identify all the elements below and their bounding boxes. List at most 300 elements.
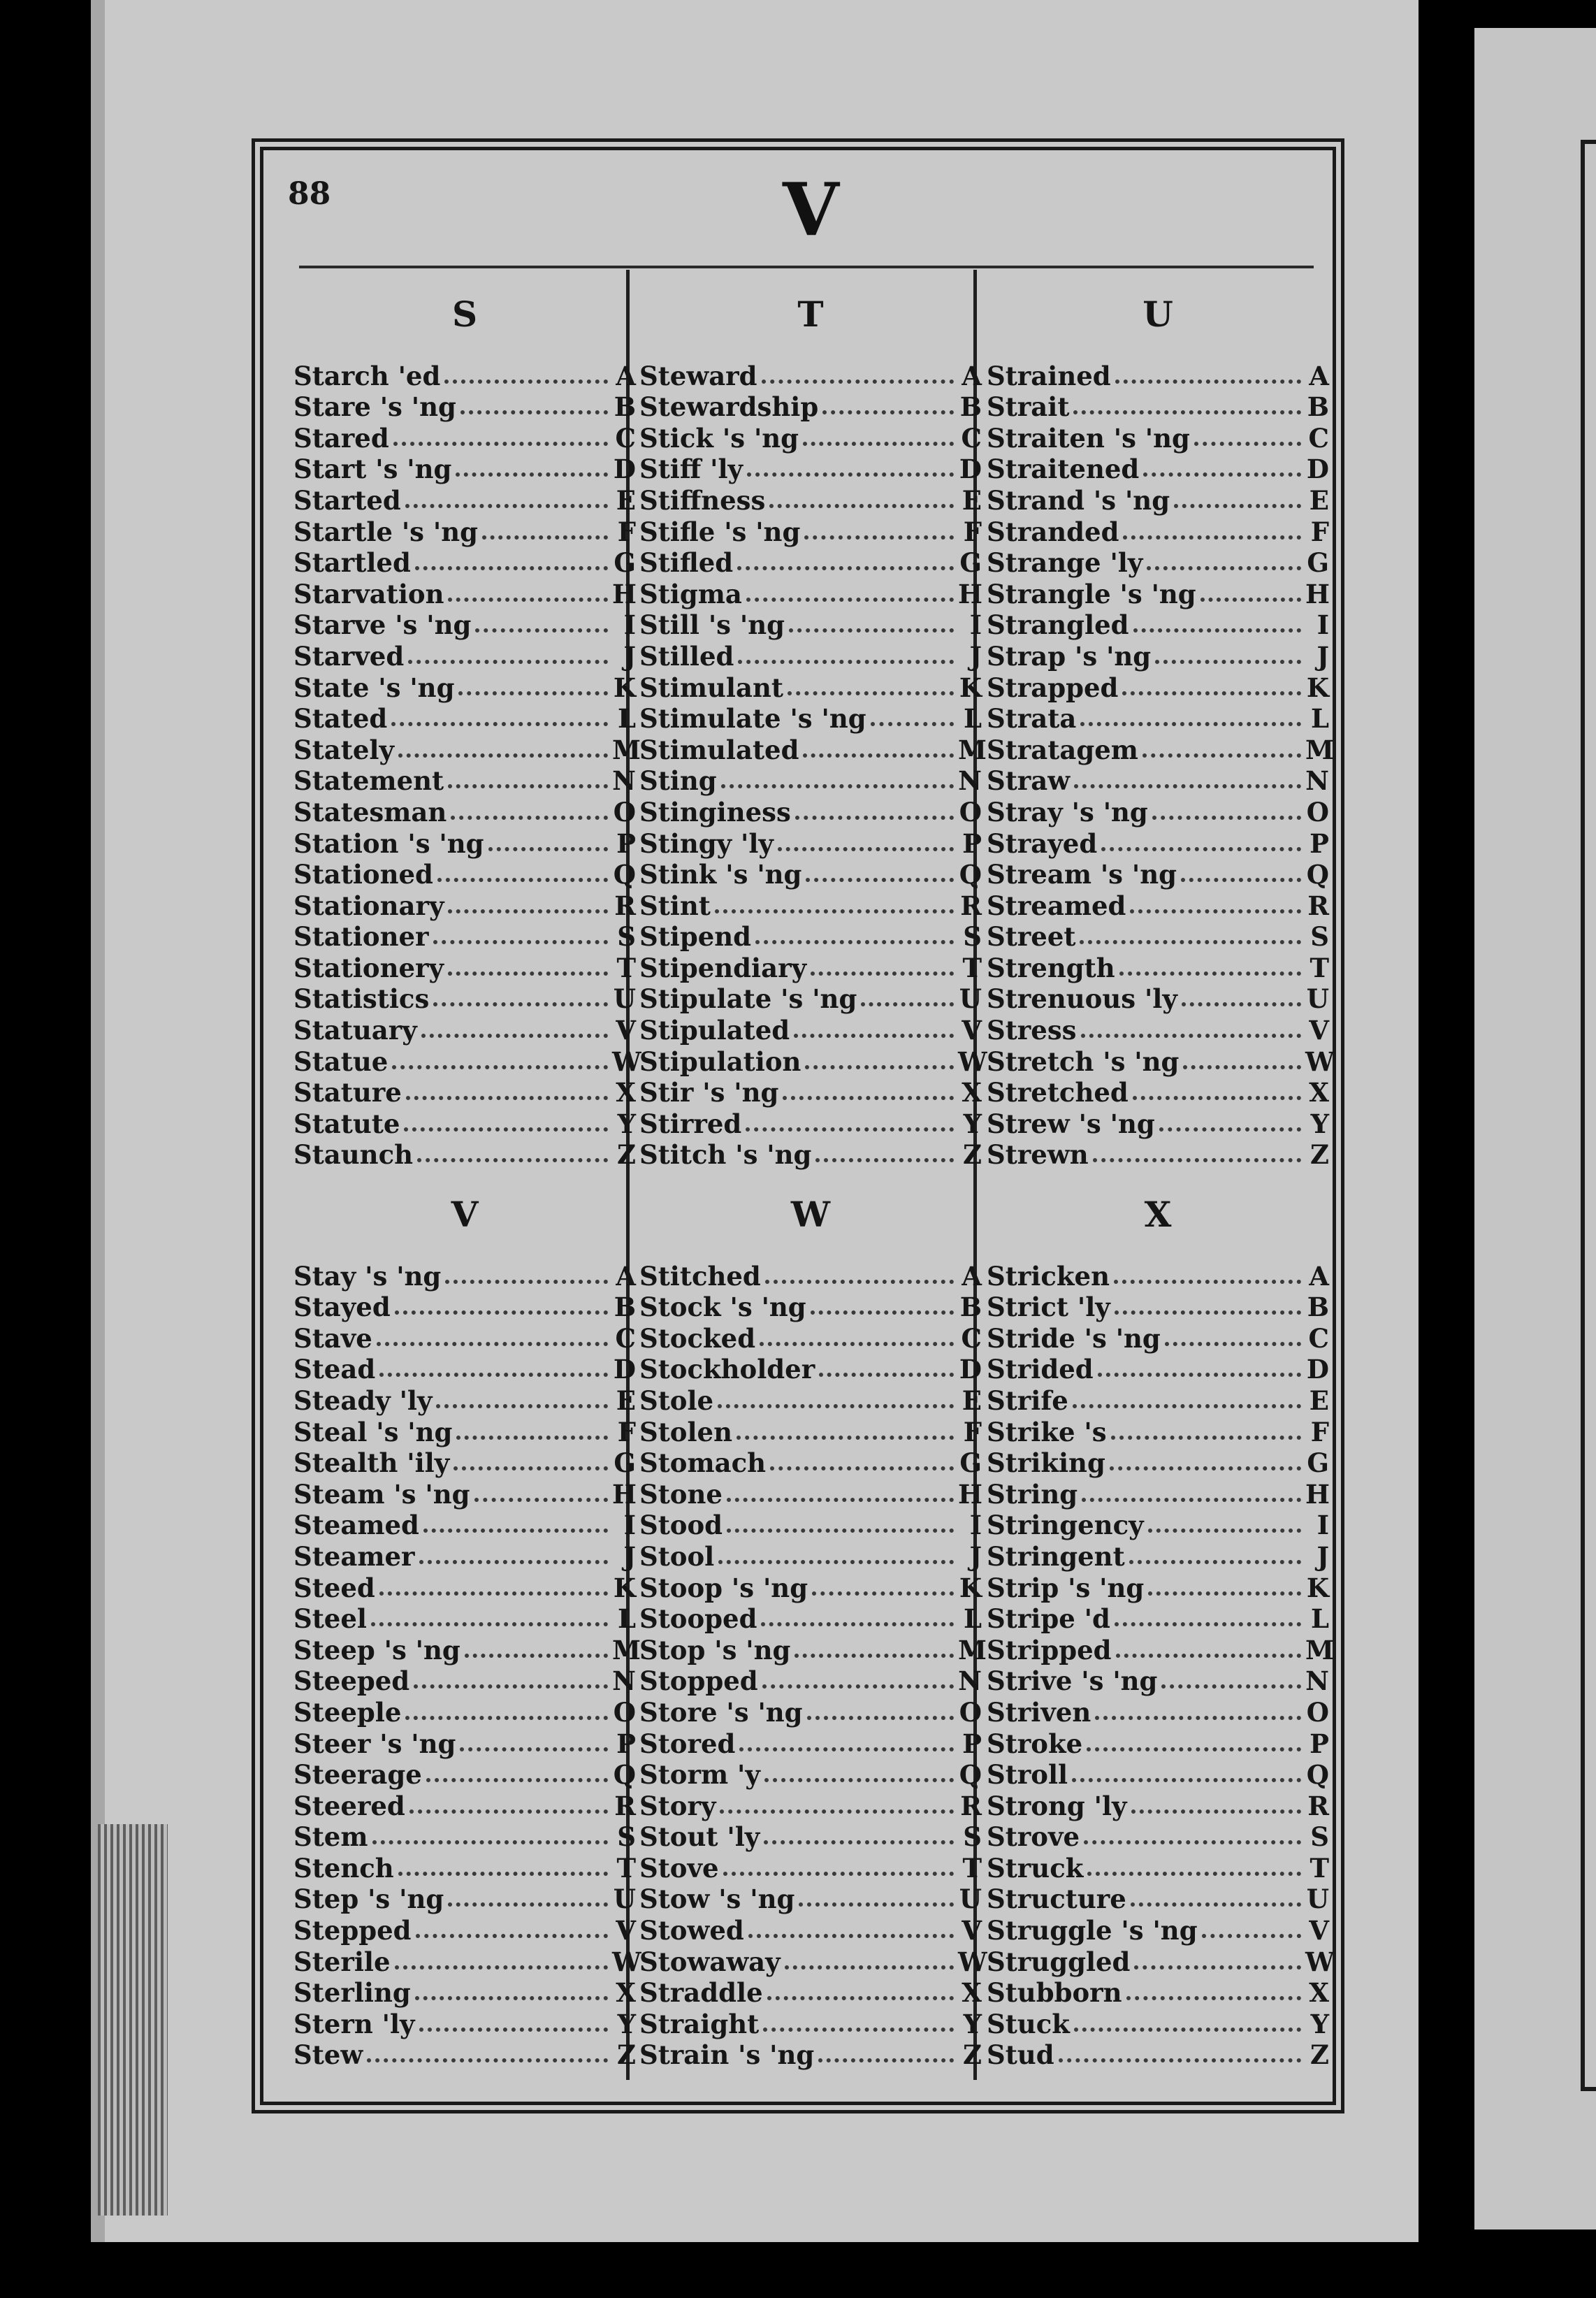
entry-row <box>639 451 982 483</box>
entry-word: Statute <box>293 1108 400 1139</box>
entry-word: Stationery <box>293 952 444 983</box>
dot-leader <box>737 1436 954 1440</box>
entry-letter: W <box>958 1946 987 1977</box>
dot-leader <box>718 1560 954 1564</box>
entry-word: Stepped <box>293 1915 412 1946</box>
entry-word: Strewn <box>987 1139 1089 1171</box>
entry-word: Stingy 'ly <box>639 828 774 859</box>
dot-leader <box>448 1902 608 1907</box>
dot-leader <box>1129 1560 1301 1564</box>
entry-row <box>639 919 982 951</box>
dot-leader <box>770 1466 954 1470</box>
dot-leader <box>1130 909 1301 913</box>
entry-row <box>639 1106 982 1137</box>
entry-word: Stationer <box>293 921 429 953</box>
entry-word: Steeped <box>293 1665 410 1697</box>
entry-word: Stooped <box>639 1603 757 1635</box>
dot-leader <box>445 1280 608 1284</box>
entry-row <box>639 1663 982 1695</box>
entry-row <box>987 1975 1329 2007</box>
entry-word: Stigma <box>639 578 742 609</box>
dot-leader <box>391 722 608 726</box>
dot-leader <box>811 971 954 976</box>
entry-word: Steward <box>639 360 757 391</box>
entry-row <box>639 888 982 919</box>
entry-word: Stave <box>293 1322 372 1354</box>
entry-letter: Y <box>1310 1108 1329 1139</box>
dot-leader <box>1133 628 1301 633</box>
entry-row <box>639 1538 982 1570</box>
entry-row <box>987 1137 1329 1169</box>
entry-word: Steer 's 'ng <box>293 1728 456 1759</box>
entry-row <box>293 545 636 577</box>
entry-letter: C <box>615 1322 636 1354</box>
entry-row <box>987 1414 1329 1445</box>
entry-row <box>639 1632 987 1665</box>
entry-word: Strenuous 'ly <box>987 983 1177 1015</box>
section-letter: V <box>783 166 839 252</box>
entry-row <box>639 514 982 545</box>
entry-letter: A <box>616 360 636 391</box>
entry-row <box>293 1106 636 1137</box>
entry-row <box>293 888 636 919</box>
entry-word: Stay 's 'ng <box>293 1260 442 1292</box>
entry-letter: J <box>1316 640 1329 672</box>
entry-word: Stretch 's 'ng <box>987 1046 1180 1077</box>
dot-leader <box>474 1498 609 1502</box>
entry-word: Step 's 'ng <box>293 1884 444 1915</box>
entry-row <box>293 2037 636 2069</box>
dot-leader <box>1073 1404 1301 1408</box>
entry-word: Stitch 's 'ng <box>639 1139 812 1171</box>
entry-word: Stink 's 'ng <box>639 859 802 890</box>
entry-letter: O <box>959 796 982 828</box>
entry-word: Stowed <box>639 1915 744 1946</box>
entry-letter: O <box>1306 796 1329 828</box>
entry-word: Stiffness <box>639 484 766 516</box>
entry-list <box>639 1258 987 2071</box>
entry-word: Strapped <box>987 672 1119 703</box>
entry-letter: J <box>1316 1540 1329 1572</box>
entry-letter: A <box>962 1260 982 1292</box>
entry-word: Stride 's 'ng <box>987 1322 1161 1354</box>
entry-row <box>293 763 636 795</box>
dot-leader <box>767 1996 954 2000</box>
entry-row <box>293 1632 641 1665</box>
entry-letter: Q <box>613 859 636 890</box>
dot-leader <box>448 598 608 602</box>
dot-leader <box>1174 504 1301 508</box>
entry-word: Strided <box>987 1354 1094 1385</box>
entry-row <box>293 1352 636 1383</box>
entry-letter: D <box>613 454 636 485</box>
entry-word: Strangled <box>987 609 1129 641</box>
entry-word: Strove <box>987 1821 1080 1853</box>
dot-leader <box>1131 1809 1301 1814</box>
dot-leader <box>408 660 608 664</box>
dot-leader <box>1126 1996 1301 2000</box>
entry-letter: B <box>614 1292 636 1323</box>
entry-word: Still 's 'ng <box>639 609 785 641</box>
entry-word: Sterile <box>293 1946 391 1977</box>
dot-leader <box>404 1127 608 1132</box>
entry-row <box>293 1663 636 1695</box>
entry-row <box>639 1881 982 1913</box>
entry-word: Stew <box>293 2039 363 2071</box>
dot-leader <box>818 2058 954 2062</box>
dot-leader <box>807 1716 954 1720</box>
dot-leader <box>423 1529 608 1533</box>
entry-letter: J <box>623 1540 636 1572</box>
entry-row <box>987 1258 1329 1292</box>
dot-leader <box>419 1560 608 1564</box>
entry-row <box>639 1726 982 1757</box>
entry-row <box>639 732 987 765</box>
entry-row <box>293 607 636 639</box>
entry-letter: I <box>623 609 636 641</box>
entry-letter: E <box>616 1385 636 1416</box>
entry-word: Stocked <box>639 1322 756 1354</box>
entry-word: Street <box>987 921 1076 953</box>
entry-row <box>987 1538 1329 1570</box>
dot-leader <box>803 753 954 758</box>
entry-letter: Z <box>616 1139 636 1171</box>
entry-row <box>639 670 982 701</box>
entry-letter: L <box>1310 703 1329 735</box>
dot-leader <box>718 1404 954 1408</box>
dot-leader <box>458 691 608 695</box>
entry-row <box>987 545 1329 577</box>
entry-letter: D <box>613 1354 636 1385</box>
entry-word: Strict 'ly <box>987 1292 1110 1323</box>
dot-leader <box>436 1404 608 1408</box>
entry-letter: P <box>1310 828 1329 859</box>
entry-row <box>293 670 636 701</box>
entry-letter: E <box>1309 484 1329 516</box>
entry-letter: K <box>1306 1572 1329 1603</box>
entry-row <box>293 1944 641 1977</box>
dot-leader <box>769 504 954 508</box>
entry-letter: M <box>958 1634 987 1665</box>
dot-leader <box>1073 410 1301 414</box>
entry-word: Storm 'y <box>639 1759 760 1791</box>
entry-row <box>987 1850 1329 1884</box>
entry-word: Strain 's 'ng <box>639 2039 815 2071</box>
entry-word: Stop 's 'ng <box>639 1634 791 1665</box>
entry-letter: T <box>1310 952 1329 983</box>
entry-word: Statement <box>293 765 444 797</box>
entry-word: Start 's 'ng <box>293 454 452 485</box>
dot-leader <box>1123 535 1301 540</box>
dot-leader <box>1115 380 1301 384</box>
entry-row <box>639 1414 982 1445</box>
dot-leader <box>393 442 608 446</box>
entry-word: Strive 's 'ng <box>987 1665 1158 1697</box>
entry-letter: O <box>613 1696 636 1728</box>
entry-word: Stead <box>293 1354 376 1385</box>
entry-word: Stripped <box>987 1634 1112 1665</box>
entry-row <box>987 1508 1329 1539</box>
entry-letter: Q <box>959 1759 982 1791</box>
dot-leader <box>783 1096 954 1100</box>
entry-row <box>639 482 982 514</box>
entry-row <box>987 1012 1329 1046</box>
dot-leader <box>795 816 954 820</box>
entry-row <box>987 1382 1329 1414</box>
entry-word: Stopped <box>639 1665 758 1697</box>
entry-letter: L <box>1310 1603 1329 1635</box>
entry-word: Stealth 'ily <box>293 1447 450 1479</box>
entry-letter: B <box>614 391 636 423</box>
entry-row <box>639 1476 982 1508</box>
entry-letter: W <box>958 1046 987 1077</box>
entry-word: Strap 's 'ng <box>987 640 1152 672</box>
entry-letter: P <box>962 828 982 859</box>
dot-leader <box>1110 1466 1301 1470</box>
entry-letter: S <box>963 1821 982 1853</box>
entry-row <box>987 1106 1329 1137</box>
entry-word: Strangle 's 'ng <box>987 578 1196 609</box>
entry-letter: U <box>613 1884 636 1915</box>
entry-letter: V <box>962 1015 982 1046</box>
entry-word: Strike 's <box>987 1416 1107 1447</box>
entry-row <box>987 1075 1329 1106</box>
entry-letter: N <box>612 1665 636 1697</box>
entry-row <box>639 1137 982 1169</box>
entry-word: Strata <box>987 703 1077 735</box>
dot-leader <box>395 1310 608 1315</box>
entry-letter: E <box>962 1385 982 1416</box>
entry-row <box>639 1788 982 1819</box>
entry-word: Straitened <box>987 454 1140 485</box>
dot-leader <box>1081 1034 1301 1038</box>
entry-row <box>639 389 982 421</box>
entry-row <box>987 1445 1329 1477</box>
dot-leader <box>433 1002 608 1006</box>
entry-letter: G <box>614 1447 636 1479</box>
entry-word: Sting <box>639 765 717 797</box>
dot-leader <box>419 2028 608 2032</box>
entry-word: Steerage <box>293 1759 422 1791</box>
entry-row <box>987 1289 1329 1321</box>
entry-letter: F <box>963 1416 982 1447</box>
entry-word: Stipulation <box>639 1046 801 1077</box>
entry-row <box>639 2037 982 2069</box>
entry-word: Stature <box>293 1077 402 1108</box>
entry-letter: H <box>612 1478 637 1510</box>
entry-letter: R <box>614 1790 636 1821</box>
entry-word: Steady 'ly <box>293 1385 433 1416</box>
entry-row <box>639 1445 982 1477</box>
entry-row <box>987 1944 1335 1977</box>
entry-word: Stowaway <box>639 1946 781 1977</box>
entry-letter: R <box>1307 890 1329 921</box>
entry-letter: K <box>959 672 982 703</box>
entry-word: Stately <box>293 734 394 765</box>
entry-letter: S <box>1310 1821 1329 1853</box>
entry-row <box>987 701 1329 735</box>
entry-word: Struggled <box>987 1946 1131 1977</box>
entry-row <box>639 701 982 735</box>
entry-word: Stirred <box>639 1108 742 1139</box>
entry-row <box>987 2006 1329 2037</box>
dot-leader <box>727 1529 954 1533</box>
entry-row <box>293 1726 636 1757</box>
entry-row <box>639 1382 982 1414</box>
entry-letter: B <box>959 391 982 423</box>
entry-letter: I <box>969 1510 982 1541</box>
entry-letter: W <box>612 1946 641 1977</box>
dot-leader <box>1181 878 1301 882</box>
entry-letter: I <box>623 1510 636 1541</box>
dot-leader <box>1200 598 1301 602</box>
entry-word: Starved <box>293 640 405 672</box>
entry-word: Strand 's 'ng <box>987 484 1170 516</box>
entry-row <box>293 1075 636 1106</box>
entry-letter: G <box>959 1447 982 1479</box>
dot-leader <box>1182 1002 1301 1006</box>
entry-letter: X <box>1309 1077 1329 1108</box>
entry-row <box>293 638 636 670</box>
entry-word: Stripe 'd <box>987 1603 1110 1635</box>
entry-word: Started <box>293 484 401 516</box>
dot-leader <box>1148 1529 1301 1533</box>
entry-word: Steel <box>293 1603 367 1635</box>
entry-row <box>987 1694 1329 1726</box>
dot-leader <box>785 1965 954 1970</box>
entry-letter: A <box>962 360 982 391</box>
dot-leader <box>804 535 954 540</box>
entry-word: Stipend <box>639 921 752 953</box>
entry-letter: L <box>963 703 982 735</box>
entry-row <box>987 1320 1329 1352</box>
entry-letter: S <box>1310 921 1329 953</box>
entry-word: Stored <box>639 1728 736 1759</box>
dot-leader <box>409 1809 608 1814</box>
entry-word: Stick 's 'ng <box>639 422 799 454</box>
dot-leader <box>1143 472 1301 477</box>
entry-letter: O <box>1306 1696 1329 1728</box>
entry-word: Strew 's 'ng <box>987 1108 1155 1139</box>
entry-word: Stole <box>639 1385 714 1416</box>
entry-word: Stayed <box>293 1292 391 1323</box>
dot-leader <box>822 410 954 414</box>
entry-word: Stone <box>639 1478 723 1510</box>
entry-word: Strayed <box>987 828 1098 859</box>
entry-letter: E <box>616 484 636 516</box>
entry-row <box>293 389 636 421</box>
entry-word: Stroll <box>987 1759 1068 1791</box>
entry-letter: G <box>614 547 636 579</box>
stacked-page-edges <box>98 1824 168 2216</box>
entry-word: String <box>987 1478 1078 1510</box>
entry-row <box>987 389 1329 421</box>
entry-letter: V <box>962 1915 982 1946</box>
page-number: 88 <box>288 176 331 212</box>
entry-row <box>293 1850 636 1884</box>
entry-letter: J <box>623 640 636 672</box>
entry-letter: F <box>1310 1416 1329 1447</box>
dot-leader <box>414 1684 608 1689</box>
entry-letter: G <box>1307 547 1329 579</box>
entry-letter: W <box>612 1046 641 1077</box>
dot-leader <box>421 1034 608 1038</box>
dot-leader <box>456 1436 608 1440</box>
entry-row <box>639 1944 987 1977</box>
entry-word: Stringency <box>987 1510 1144 1541</box>
dot-leader <box>379 1373 608 1377</box>
entry-letter: A <box>1309 1260 1329 1292</box>
dot-leader <box>1131 1902 1301 1907</box>
dot-leader <box>475 628 608 633</box>
entry-word: Stated <box>293 703 388 735</box>
entry-row <box>987 607 1329 639</box>
dot-leader <box>723 1872 954 1876</box>
entry-word: Statue <box>293 1046 389 1077</box>
dot-leader <box>748 1934 954 1938</box>
dot-leader <box>395 1965 609 1970</box>
entry-word: Stench <box>293 1852 394 1884</box>
dot-leader <box>1165 1342 1301 1346</box>
entry-letter: V <box>616 1015 636 1046</box>
entry-letter: C <box>961 422 982 454</box>
entry-word: Startled <box>293 547 411 579</box>
entry-letter: I <box>1316 1510 1329 1541</box>
entry-row <box>293 1694 636 1726</box>
dot-leader <box>406 1096 608 1100</box>
dot-leader <box>761 1622 954 1626</box>
entry-word: Stinginess <box>639 796 791 828</box>
entry-letter: U <box>959 1884 982 1915</box>
entry-row <box>987 576 1329 607</box>
entry-row <box>639 1975 982 2007</box>
entry-letter: U <box>1306 1884 1329 1915</box>
entry-list <box>987 358 1335 1171</box>
entry-word: Stuck <box>987 2008 1070 2039</box>
entry-letter: X <box>962 1077 982 1108</box>
entry-row <box>987 1912 1329 1944</box>
dot-leader <box>371 1622 608 1626</box>
dot-leader <box>398 1872 608 1876</box>
entry-letter: R <box>614 890 636 921</box>
entry-row <box>639 1508 982 1539</box>
entry-word: Stood <box>639 1510 723 1541</box>
dot-leader <box>765 1280 954 1284</box>
dot-leader <box>377 1342 608 1346</box>
entry-word: Stationed <box>293 859 433 890</box>
entry-row <box>293 732 641 765</box>
entry-row <box>293 358 636 389</box>
entry-letter: V <box>616 1915 636 1946</box>
dot-leader <box>1155 660 1301 664</box>
entry-letter: F <box>617 516 636 547</box>
entry-letter: Z <box>1310 2039 1329 2071</box>
entry-letter: T <box>962 1852 982 1884</box>
dot-leader <box>398 753 608 758</box>
entry-letter: Y <box>617 2008 636 2039</box>
entry-letter: B <box>1307 1292 1329 1323</box>
dot-leader <box>372 1840 608 1844</box>
dot-leader <box>1115 1622 1301 1626</box>
entry-letter: P <box>962 1728 982 1759</box>
entry-letter: R <box>960 890 982 921</box>
dot-leader <box>739 1747 954 1751</box>
entry-word: Station 's 'ng <box>293 828 484 859</box>
entry-row <box>639 545 982 577</box>
dot-leader <box>448 909 608 913</box>
entry-row <box>987 732 1334 765</box>
entry-letter: F <box>963 516 982 547</box>
